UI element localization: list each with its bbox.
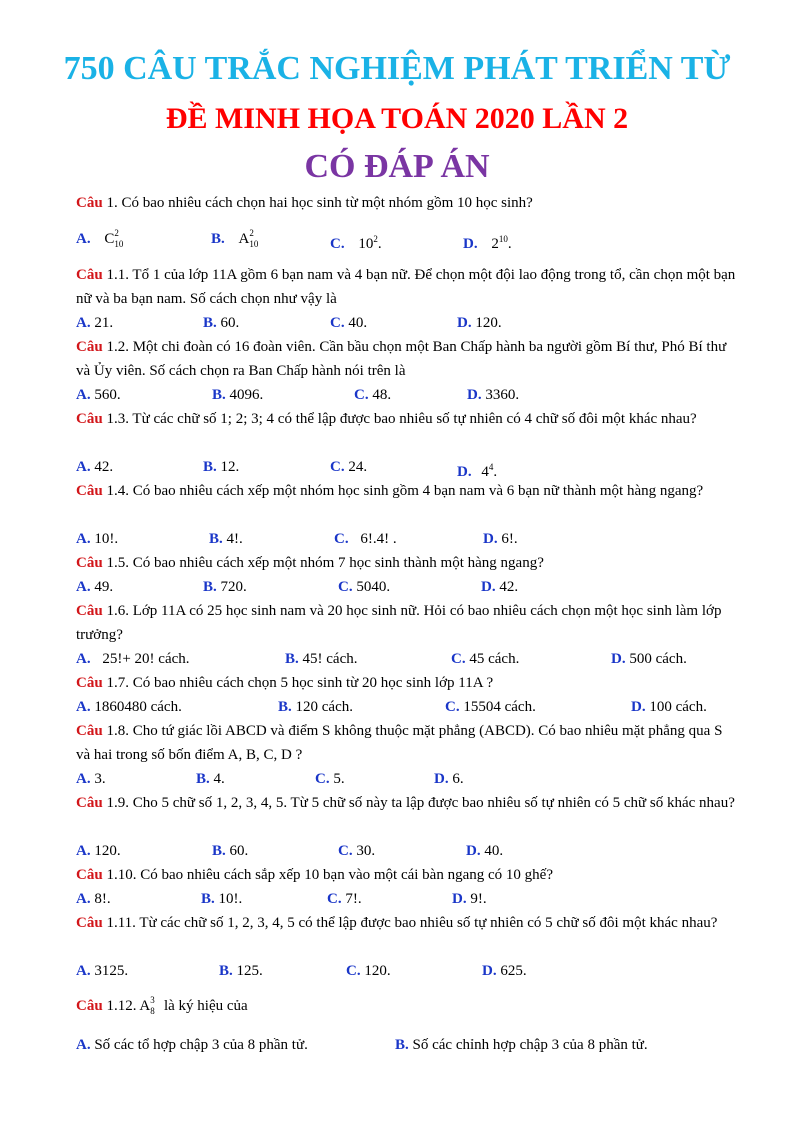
option-text: 120. <box>364 963 391 979</box>
options-row-q1-1 <box>0 311 794 335</box>
question-text: 1.9. Cho 5 chữ số 1, 2, 3, 4, 5. Từ 5 chữ số này ta lập được bao nhiêu số tự nhiên có 5 chữ số khác nhau? <box>106 795 735 811</box>
option-label: C. <box>330 236 345 252</box>
option-text: 6. <box>452 771 464 787</box>
option-label: C. <box>338 843 353 859</box>
question-1-3 <box>76 407 740 431</box>
option-text: 8!. <box>94 891 111 907</box>
option-d[interactable] <box>434 767 464 791</box>
option-text: 15504 cách. <box>463 699 536 715</box>
options-row-q1-8 <box>0 767 794 791</box>
question-1-7 <box>76 671 740 695</box>
option-text: 24. <box>348 459 368 475</box>
option-d[interactable] <box>467 383 519 407</box>
option-sup: 2 <box>373 234 378 244</box>
option-text: 120 cách. <box>295 699 353 715</box>
question-1-11 <box>76 911 740 935</box>
option-text: 7!. <box>345 891 362 907</box>
question-1-1 <box>76 263 740 311</box>
option-text: 5. <box>333 771 345 787</box>
option-text: 3. <box>94 771 106 787</box>
option-c[interactable] <box>346 959 391 983</box>
option-sup: 2 <box>114 227 119 238</box>
question-1-5 <box>76 551 740 575</box>
option-label: D. <box>481 579 496 595</box>
question-text: 1. Có bao nhiêu cách chọn hai học sinh từ một nhóm gồm 10 học sinh? <box>106 195 533 211</box>
option-c[interactable] <box>338 839 375 863</box>
option-sub: 10 <box>249 238 259 249</box>
question-label: Câu <box>76 675 103 691</box>
option-text: 60. <box>220 315 240 331</box>
option-label: A. <box>76 891 91 907</box>
option-label: A. <box>76 1037 91 1053</box>
option-a[interactable] <box>76 227 126 251</box>
options-row-q1-11 <box>0 959 794 983</box>
question-text: 1.10. Có bao nhiêu cách sắp xếp 10 bạn vào một cái bàn ngang có 10 ghế? <box>106 867 553 883</box>
option-sup: 4 <box>488 462 494 472</box>
option-b[interactable] <box>196 767 225 791</box>
option-b[interactable] <box>285 647 357 671</box>
option-label: D. <box>611 651 626 667</box>
question-1-9 <box>76 791 740 815</box>
option-text: 3125. <box>94 963 129 979</box>
option-a[interactable] <box>76 311 113 335</box>
option-c[interactable] <box>330 311 367 335</box>
option-label: B. <box>201 891 215 907</box>
options-row-q1-6 <box>0 647 794 671</box>
option-label: A. <box>76 843 91 859</box>
option-text: 10!. <box>218 891 243 907</box>
option-text: 45 cách. <box>469 651 520 667</box>
question-1 <box>76 191 740 215</box>
option-text: 3360. <box>485 387 520 403</box>
option-text: 40. <box>348 315 368 331</box>
option-a[interactable] <box>76 839 121 863</box>
option-text: 6!.4! . <box>360 531 397 547</box>
option-suffix: . <box>377 236 382 252</box>
option-c[interactable] <box>330 455 367 479</box>
option-b[interactable] <box>209 527 243 551</box>
option-b[interactable] <box>203 455 239 479</box>
option-label: C. <box>334 531 349 547</box>
option-label: D. <box>434 771 449 787</box>
option-a[interactable] <box>76 959 128 983</box>
option-text: 4096. <box>229 387 264 403</box>
option-text: 5040. <box>356 579 391 595</box>
question-label: Câu <box>76 483 103 499</box>
question-sub: 8 <box>150 1005 155 1016</box>
options-row-q1-4 <box>0 527 794 551</box>
question-label: Câu <box>76 723 103 739</box>
option-label: A. <box>76 315 91 331</box>
option-d[interactable] <box>631 695 707 719</box>
option-label: A. <box>76 387 91 403</box>
option-label: A. <box>76 651 91 667</box>
option-b[interactable] <box>395 1033 648 1057</box>
question-text: 1.3. Từ các chữ số 1; 2; 3; 4 có thể lập được bao nhiêu số tự nhiên có 4 chữ số đôi một khác nhau? <box>106 411 697 427</box>
question-1-2 <box>76 335 740 383</box>
option-label: B. <box>278 699 292 715</box>
option-a[interactable] <box>76 695 182 719</box>
option-label: C. <box>330 459 345 475</box>
option-text: 125. <box>236 963 263 979</box>
option-text: 60. <box>229 843 249 859</box>
option-text: 560. <box>94 387 121 403</box>
option-text: 2 <box>491 236 499 252</box>
option-text: 21. <box>94 315 114 331</box>
option-label: C. <box>315 771 330 787</box>
option-label: B. <box>203 315 217 331</box>
option-a[interactable] <box>76 527 118 551</box>
question-label: Câu <box>76 915 103 931</box>
option-text: 500 cách. <box>629 651 687 667</box>
question-text: 1.1. Tổ 1 của lớp 11A gồm 6 bạn nam và 4 bạn nữ. Để chọn một đội lao động trong tổ, cần chọn một bạn nữ và ba bạn nam. Số cách chọn như vậy là <box>76 267 736 307</box>
question-text: 1.4. Có bao nhiêu cách xếp một nhóm học sinh gồm 4 bạn nam và 6 bạn nữ thành một hàng ngang? <box>106 483 704 499</box>
option-label: C. <box>327 891 342 907</box>
option-label: D. <box>466 843 481 859</box>
option-sup: 2 <box>249 227 254 238</box>
option-d[interactable] <box>483 527 518 551</box>
option-text: 100 cách. <box>649 699 707 715</box>
option-text: 4. <box>213 771 225 787</box>
option-a[interactable] <box>76 455 113 479</box>
option-a[interactable] <box>76 887 111 911</box>
question-text: 1.7. Có bao nhiêu cách chọn 5 học sinh từ 20 học sinh lớp 11A ? <box>106 675 494 691</box>
option-text: 42. <box>94 459 114 475</box>
option-label: C. <box>338 579 353 595</box>
option-text: 720. <box>220 579 247 595</box>
question-text: 1.6. Lớp 11A có 25 học sinh nam và 20 học sinh nữ. Hỏi có bao nhiêu cách chọn một học sinh làm lớp trưởng? <box>76 603 722 643</box>
option-b[interactable] <box>211 227 261 251</box>
options-row-q1-2 <box>0 383 794 407</box>
question-1-12 <box>76 994 740 1018</box>
option-sup: 10 <box>498 234 508 244</box>
option-label: D. <box>463 236 478 252</box>
option-text: A <box>238 231 250 247</box>
option-a[interactable] <box>76 1033 308 1057</box>
option-label: B. <box>203 579 217 595</box>
option-label: B. <box>203 459 217 475</box>
option-c[interactable] <box>338 575 390 599</box>
option-label: B. <box>211 231 225 247</box>
option-c[interactable] <box>330 227 382 256</box>
option-label: B. <box>212 387 226 403</box>
option-label: C. <box>354 387 369 403</box>
option-label: C. <box>451 651 466 667</box>
option-c[interactable] <box>354 383 391 407</box>
option-d[interactable] <box>457 311 502 335</box>
option-c[interactable] <box>451 647 519 671</box>
option-text: 25!+ 20! cách. <box>102 651 190 667</box>
option-text: 625. <box>500 963 527 979</box>
options-row-q1-3 <box>0 455 794 479</box>
option-d[interactable] <box>463 227 512 256</box>
option-d[interactable] <box>611 647 687 671</box>
option-label: B. <box>285 651 299 667</box>
option-label: A. <box>76 771 91 787</box>
option-a[interactable] <box>76 767 106 791</box>
option-c[interactable] <box>327 887 362 911</box>
option-label: C. <box>445 699 460 715</box>
option-label: D. <box>467 387 482 403</box>
option-text: C <box>104 231 115 247</box>
option-text: 9!. <box>470 891 487 907</box>
option-label: C. <box>346 963 361 979</box>
question-1-6 <box>76 599 740 647</box>
option-b[interactable] <box>203 575 247 599</box>
option-label: D. <box>457 315 472 331</box>
option-text: 6!. <box>501 531 518 547</box>
question-sup: 3 <box>150 994 155 1005</box>
option-label: D. <box>482 963 497 979</box>
option-text: 42. <box>499 579 519 595</box>
option-label: A. <box>76 579 91 595</box>
option-text: 48. <box>372 387 392 403</box>
option-text: 120. <box>475 315 502 331</box>
option-label: B. <box>196 771 210 787</box>
question-1-8 <box>76 719 740 767</box>
option-b[interactable] <box>219 959 263 983</box>
option-d[interactable] <box>452 887 487 911</box>
option-text: 10!. <box>94 531 119 547</box>
option-text: 30. <box>356 843 376 859</box>
option-b[interactable] <box>278 695 353 719</box>
option-label: B. <box>209 531 223 547</box>
options-row-q1-9 <box>0 839 794 863</box>
option-label: B. <box>212 843 226 859</box>
option-b[interactable] <box>212 839 248 863</box>
options-row-q1-5 <box>0 575 794 599</box>
option-b[interactable] <box>212 383 263 407</box>
option-text: 45! cách. <box>302 651 358 667</box>
option-d[interactable] <box>482 959 527 983</box>
option-text: 4!. <box>226 531 243 547</box>
title-line-3: CÓ ĐÁP ÁN <box>304 148 490 185</box>
option-a[interactable] <box>76 575 113 599</box>
option-text: 4 <box>481 464 489 480</box>
option-c[interactable] <box>445 695 536 719</box>
option-label: D. <box>452 891 467 907</box>
option-c[interactable] <box>315 767 345 791</box>
option-label: A. <box>76 963 91 979</box>
question-text: 1.11. Từ các chữ số 1, 2, 3, 4, 5 có thể lập được bao nhiêu số tự nhiên có 5 chữ số đôi một khác nhau? <box>106 915 718 931</box>
option-text: 1860480 cách. <box>94 699 182 715</box>
option-text: 12. <box>220 459 240 475</box>
question-label: Câu <box>76 867 103 883</box>
option-label: A. <box>76 531 91 547</box>
option-text: 10 <box>358 236 374 252</box>
option-label: B. <box>219 963 233 979</box>
question-text: 1.8. Cho tứ giác lồi ABCD và điểm S không thuộc mặt phẳng (ABCD). Có bao nhiêu mặt phẳng qua S và hai trong số bốn điểm A, B, C, D ? <box>76 723 723 763</box>
option-b[interactable] <box>201 887 242 911</box>
question-text: 1.5. Có bao nhiêu cách xếp một nhóm 7 học sinh thành một hàng ngang? <box>106 555 544 571</box>
option-label: C. <box>330 315 345 331</box>
question-label: Câu <box>76 603 103 619</box>
option-label: D. <box>483 531 498 547</box>
option-label: A. <box>76 459 91 475</box>
option-text: Số các chỉnh hợp chập 3 của 8 phần tử. <box>412 1037 648 1053</box>
question-label: Câu <box>76 795 103 811</box>
option-c[interactable] <box>334 527 397 551</box>
option-text: Số các tổ hợp chập 3 của 8 phần tử. <box>94 1037 308 1053</box>
question-label: Câu <box>76 267 103 283</box>
question-label: Câu <box>76 555 103 571</box>
question-text: 1.2. Một chi đoàn có 16 đoàn viên. Cần bầu chọn một Ban Chấp hành ba người gồm Bí thư, Phó Bí thư và Ủy viên. Số cách chọn ra Ban Chấp hành nói trên là <box>76 339 727 379</box>
options-row-q1 <box>0 227 794 251</box>
option-label: A. <box>76 699 91 715</box>
question-label: Câu <box>76 195 103 211</box>
question-1-10 <box>76 863 740 887</box>
options-row-q1-7 <box>0 695 794 719</box>
question-label: Câu <box>76 339 103 355</box>
option-a[interactable] <box>76 383 121 407</box>
title-line-2: ĐỀ MINH HỌA TOÁN 2020 LẦN 2 <box>165 102 629 135</box>
question-text: 1.12. A <box>106 998 151 1014</box>
question-label: Câu <box>76 411 103 427</box>
option-suffix: . <box>493 464 498 480</box>
option-b[interactable] <box>203 311 239 335</box>
question-tail: là ký hiệu của <box>160 998 248 1014</box>
title-line-1: 750 CÂU TRẮC NGHIỆM PHÁT TRIỂN TỪ <box>63 50 731 87</box>
option-text: 49. <box>94 579 114 595</box>
options-row-q1-12 <box>0 1033 794 1057</box>
question-1-4 <box>76 479 740 503</box>
option-label: B. <box>395 1037 409 1053</box>
option-label: D. <box>631 699 646 715</box>
option-a[interactable] <box>76 647 190 671</box>
option-label: A. <box>76 231 91 247</box>
question-label: Câu <box>76 998 103 1014</box>
option-suffix: . <box>507 236 512 252</box>
option-label: D. <box>457 464 472 480</box>
option-sub: 10 <box>114 238 124 249</box>
option-text: 120. <box>94 843 121 859</box>
option-text: 40. <box>484 843 504 859</box>
option-d[interactable] <box>481 575 518 599</box>
options-row-q1-10 <box>0 887 794 911</box>
option-d[interactable] <box>466 839 503 863</box>
